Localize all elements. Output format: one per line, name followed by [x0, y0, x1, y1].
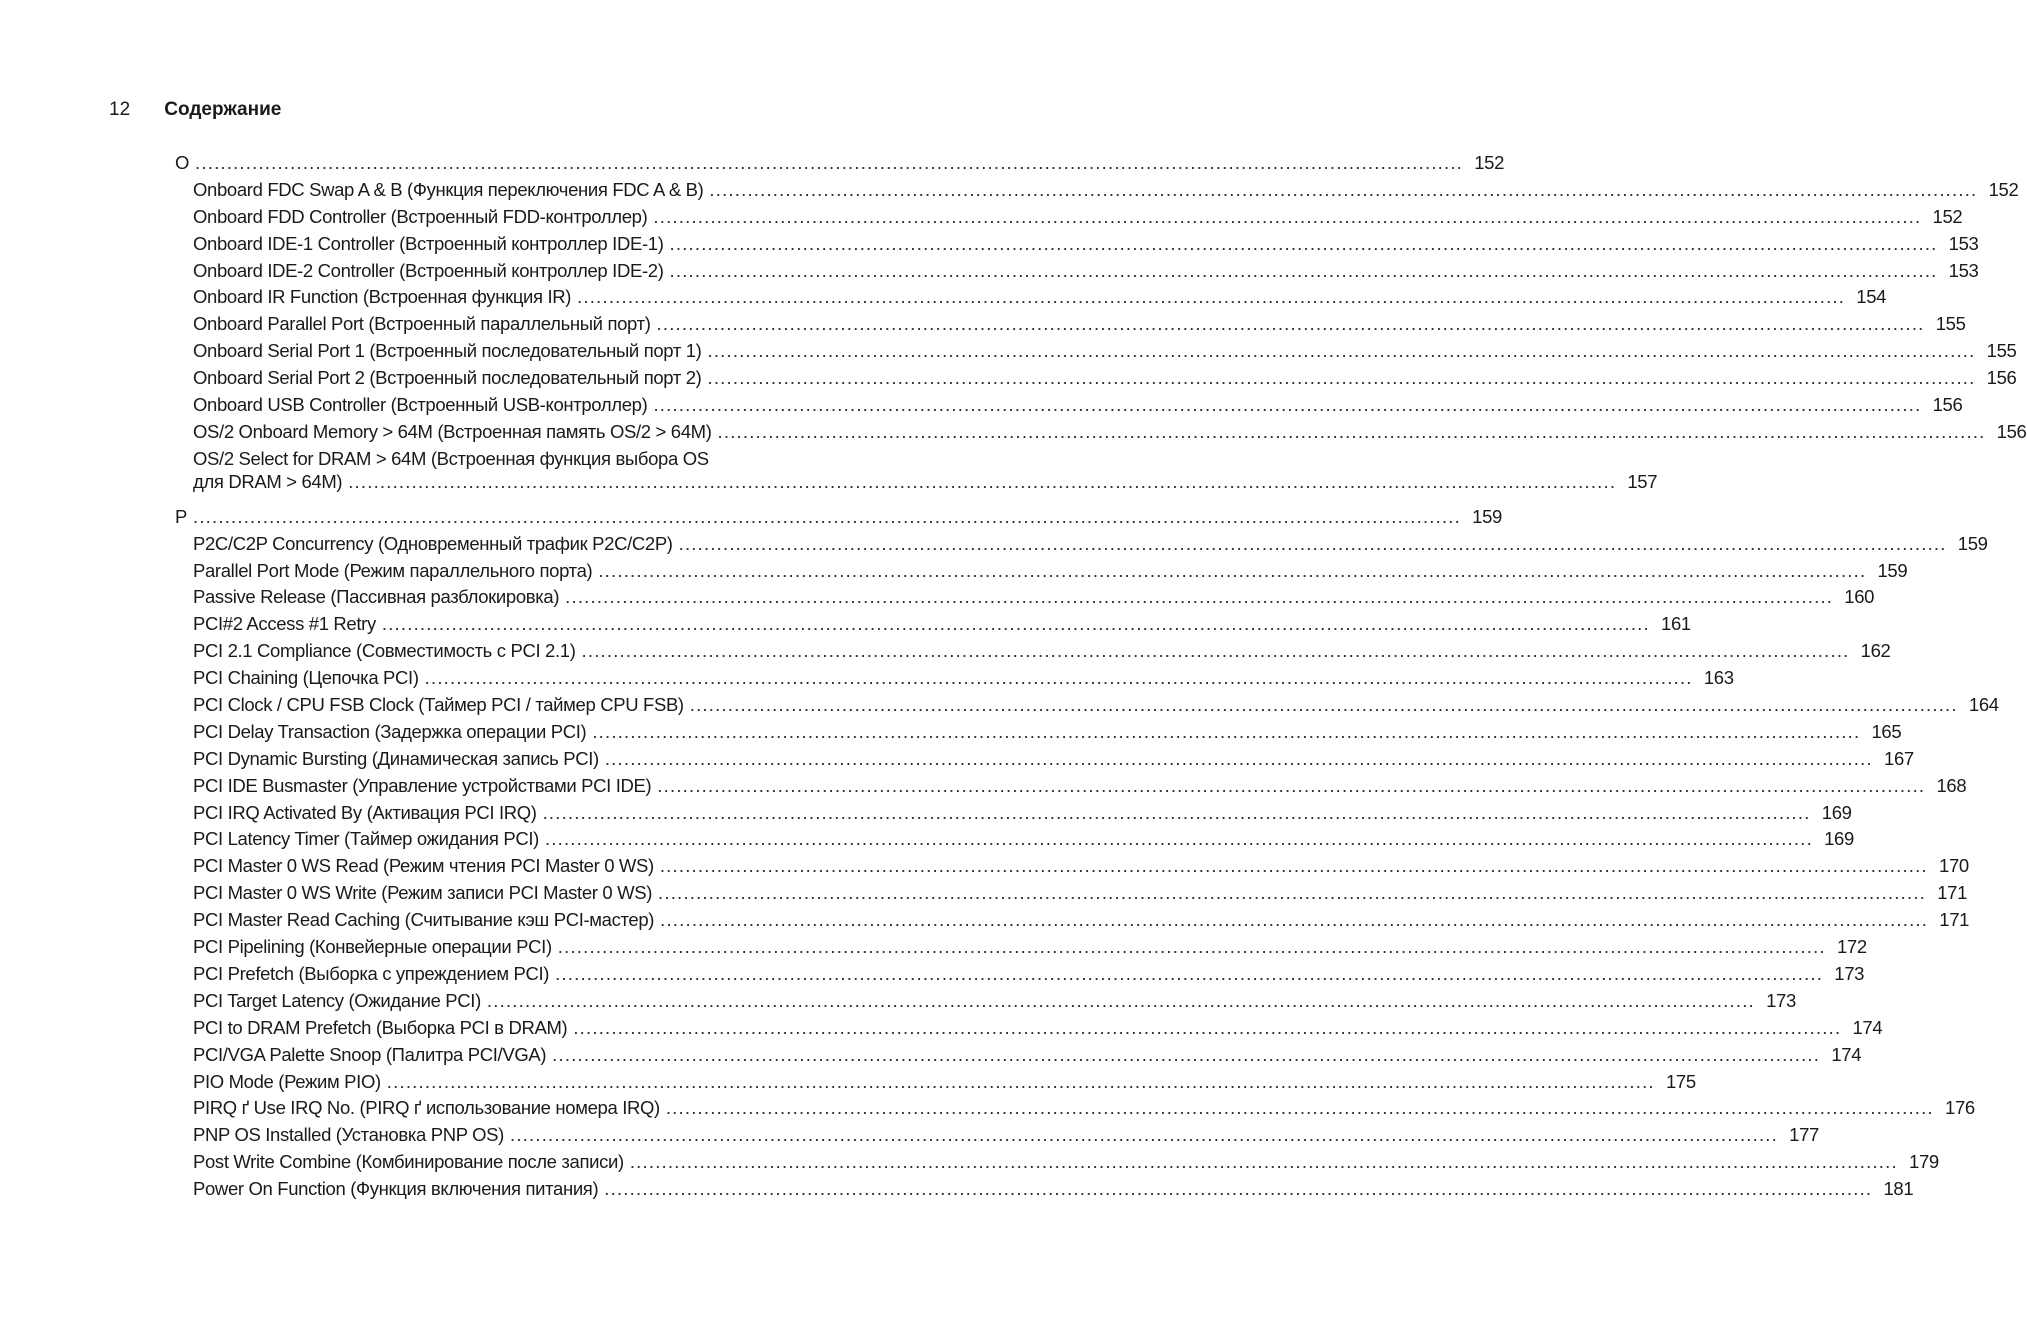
toc-page-number: 173 — [1766, 989, 1796, 1011]
toc-entry — [175, 1149, 1939, 1176]
toc-entry — [175, 853, 1969, 880]
toc-entry-label: Onboard FDC Swap A & B (Функция переключения FDC A & B) — [193, 178, 704, 200]
toc-entry-label: Post Write Combine (Комбинирование после записи) — [193, 1151, 624, 1173]
toc-section-letter: P — [175, 505, 187, 527]
leader-dots — [195, 150, 1463, 177]
toc-page-number: 162 — [1860, 640, 1891, 662]
toc-entry — [175, 880, 1968, 907]
toc-entry-label: PCI Latency Timer (Таймер ожидания PCI) — [193, 828, 539, 850]
toc-entry — [175, 258, 1979, 285]
toc-page-number: 156 — [1996, 420, 2027, 442]
toc-entry — [175, 584, 1875, 611]
toc-entry-label: Onboard IR Function (Встроенная функция IR) — [193, 286, 572, 308]
toc-entry-wrapped-line2 — [175, 470, 1658, 494]
toc-page-number: 160 — [1844, 586, 1875, 608]
toc-entry — [175, 1042, 1862, 1069]
toc-entry — [175, 231, 1979, 258]
toc-page-number: 169 — [1824, 828, 1854, 850]
toc-entry-label: Onboard Serial Port 1 (Встроенный последовательный порт 1) — [193, 340, 702, 362]
toc-entry-label: PCI#2 Access #1 Retry — [193, 613, 376, 635]
toc-page-number: 171 — [1939, 909, 1970, 931]
toc-entry-label: PCI 2.1 Compliance (Совместимость с PCI 2.1) — [193, 640, 576, 662]
toc-page-number: 173 — [1834, 962, 1865, 984]
toc-entry — [175, 692, 1999, 719]
toc-page-number: 159 — [1877, 559, 1908, 581]
toc-entry-label: Onboard Serial Port 2 (Встроенный последовательный порт 2) — [193, 367, 702, 389]
section-gap — [175, 494, 895, 504]
leader-dots — [660, 907, 1928, 934]
leader-dots — [653, 392, 1921, 419]
toc-entry — [175, 558, 1908, 585]
toc-page-number: 155 — [1986, 340, 2017, 362]
toc-entry — [175, 284, 1887, 311]
toc-entry-label: Power On Function (Функция включения питания) — [193, 1178, 599, 1200]
toc-page-number: 152 — [1474, 152, 1505, 173]
toc-entry — [175, 719, 1902, 746]
toc-entry — [175, 1122, 1819, 1149]
leader-dots — [348, 470, 1616, 494]
leader-dots — [604, 1176, 1872, 1203]
toc-page-number: 167 — [1884, 747, 1914, 769]
leader-dots — [543, 800, 1811, 827]
toc-entry — [175, 204, 1963, 231]
toc-entry — [175, 311, 1966, 338]
toc-section-letter: O — [175, 152, 190, 173]
toc-entry-label: PCI Pipelining (Конвейерные операции PCI) — [193, 936, 552, 958]
toc-entry — [175, 365, 2017, 392]
table-of-contents — [175, 150, 2027, 1203]
toc-entry — [175, 934, 1867, 961]
toc-entry — [175, 800, 1852, 827]
toc-entry — [175, 419, 2027, 446]
toc-page-number: 153 — [1948, 259, 1979, 281]
toc-entry — [175, 1095, 1975, 1122]
page-header — [109, 99, 281, 121]
leader-dots — [708, 338, 1976, 365]
toc-entry-wrapped-line1 — [175, 446, 895, 470]
toc-entry-label: PIRQ ґ Use IRQ No. (PIRQ ґ использование номера IRQ) — [193, 1097, 660, 1119]
leader-dots — [425, 665, 1693, 692]
toc-page-number: 172 — [1836, 936, 1867, 958]
toc-entry-label: PIO Mode (Режим PIO) — [193, 1070, 381, 1092]
toc-entry — [175, 611, 1691, 638]
leader-dots — [653, 204, 1921, 231]
leader-dots — [382, 611, 1650, 638]
leader-dots — [708, 365, 1976, 392]
toc-page-number: 176 — [1945, 1097, 1975, 1119]
running-title: Содержание — [164, 99, 282, 120]
toc-entry-label: PCI to DRAM Prefetch (Выборка PCI в DRAM) — [193, 1016, 568, 1038]
toc-entry-label: PCI Delay Transaction (Задержка операции PCI) — [193, 720, 587, 742]
toc-page-number: 159 — [1957, 532, 1988, 554]
toc-page-number: 165 — [1871, 720, 1902, 742]
toc-section-p — [175, 504, 1502, 531]
toc-entry — [175, 531, 1988, 558]
leader-dots — [657, 311, 1925, 338]
leader-dots — [666, 1095, 1934, 1122]
toc-entry — [175, 1015, 1883, 1042]
leader-dots — [630, 1149, 1898, 1176]
leader-dots — [573, 1015, 1841, 1042]
toc-entry-label: OS/2 Onboard Memory > 64M (Встроенная память OS/2 > 64M) — [193, 420, 712, 442]
toc-entry — [175, 1069, 1696, 1096]
leader-dots — [193, 504, 1461, 531]
toc-entry — [175, 961, 1865, 988]
toc-entry-label: Onboard Parallel Port (Встроенный параллельный порт) — [193, 313, 651, 335]
toc-page-number: 152 — [1988, 178, 2019, 200]
toc-entry — [175, 746, 1914, 773]
leader-dots — [555, 961, 1823, 988]
toc-page-number: 153 — [1948, 232, 1979, 254]
toc-page-number: 181 — [1883, 1178, 1914, 1200]
toc-entry-label: OS/2 Select for DRAM > 64M (Встроенная функция выбора OS — [193, 447, 709, 469]
leader-dots — [718, 419, 1986, 446]
leader-dots — [577, 284, 1845, 311]
toc-entry — [175, 988, 1796, 1015]
toc-entry — [175, 1176, 1914, 1203]
toc-page-number: 170 — [1939, 855, 1969, 877]
leader-dots — [690, 692, 1958, 719]
toc-entry-label: PCI Master Read Caching (Считывание кэш PCI-мастер) — [193, 909, 655, 931]
leader-dots — [552, 1042, 1820, 1069]
toc-entry-label: PCI Prefetch (Выборка с упреждением PCI) — [193, 962, 550, 984]
toc-entry — [175, 826, 1854, 853]
toc-entry-label: Onboard IDE-1 Controller (Встроенный контроллер IDE-1) — [193, 232, 664, 254]
page-number: 12 — [109, 99, 131, 120]
toc-entry-label: PCI IDE Busmaster (Управление устройствами PCI IDE) — [193, 774, 652, 796]
toc-page-number: 156 — [1932, 394, 1963, 416]
toc-page-number: 157 — [1627, 470, 1658, 492]
toc-entry — [175, 177, 2019, 204]
toc-page-number: 177 — [1789, 1124, 1819, 1146]
leader-dots — [605, 746, 1873, 773]
leader-dots — [670, 258, 1938, 285]
toc-page-number: 156 — [1986, 367, 2017, 389]
toc-entry-label: Parallel Port Mode (Режим параллельного порта) — [193, 559, 593, 581]
toc-page-number: 171 — [1937, 882, 1968, 904]
toc-page-number: 159 — [1472, 505, 1502, 527]
toc-entry — [175, 638, 1891, 665]
leader-dots — [660, 853, 1928, 880]
toc-section-o-entries — [175, 177, 2027, 494]
toc-page-number: 174 — [1852, 1016, 1883, 1038]
toc-page-number: 169 — [1821, 801, 1852, 823]
toc-entry — [175, 773, 1967, 800]
toc-entry-label: PCI Chaining (Цепочка PCI) — [193, 667, 419, 689]
leader-dots — [582, 638, 1850, 665]
leader-dots — [565, 584, 1833, 611]
toc-page-number: 174 — [1831, 1043, 1862, 1065]
toc-entry — [175, 338, 2017, 365]
leader-dots — [558, 934, 1826, 961]
toc-section-p-entries — [175, 531, 1999, 1203]
toc-page-number: 179 — [1909, 1151, 1939, 1173]
toc-entry-label: PNP OS Installed (Установка PNP OS) — [193, 1124, 504, 1146]
leader-dots — [670, 231, 1938, 258]
toc-entry-label: PCI Master 0 WS Read (Режим чтения PCI Master 0 WS) — [193, 855, 654, 877]
leader-dots — [679, 531, 1947, 558]
toc-entry-label: PCI Master 0 WS Write (Режим записи PCI Master 0 WS) — [193, 882, 653, 904]
toc-page-number: 175 — [1665, 1070, 1696, 1092]
toc-entry — [175, 665, 1734, 692]
toc-entry-label: P2C/C2P Concurrency (Одновременный трафик P2C/C2P) — [193, 532, 673, 554]
leader-dots — [709, 177, 1977, 204]
toc-entry-label: Passive Release (Пассивная разблокировка) — [193, 586, 560, 608]
leader-dots — [487, 988, 1755, 1015]
toc-page-number: 155 — [1935, 313, 1966, 335]
toc-section-o — [175, 150, 1505, 177]
toc-entry-label: Onboard IDE-2 Controller (Встроенный контроллер IDE-2) — [193, 259, 664, 281]
toc-entry-label: PCI IRQ Activated By (Активация PCI IRQ) — [193, 801, 537, 823]
leader-dots — [657, 773, 1925, 800]
leader-dots — [545, 826, 1813, 853]
toc-entry — [175, 392, 1963, 419]
toc-page-number: 164 — [1968, 694, 1999, 716]
toc-entry-label: PCI Clock / CPU FSB Clock (Таймер PCI / таймер CPU FSB) — [193, 694, 684, 716]
toc-page-number: 152 — [1932, 205, 1963, 227]
leader-dots — [658, 880, 1926, 907]
toc-page-number: 154 — [1856, 286, 1887, 308]
toc-entry-label: для DRAM > 64M) — [193, 470, 343, 492]
toc-entry-label: PCI/VGA Palette Snoop (Палитра PCI/VGA) — [193, 1043, 547, 1065]
leader-dots — [510, 1122, 1778, 1149]
leader-dots — [387, 1069, 1655, 1096]
toc-page-number: 163 — [1703, 667, 1734, 689]
leader-dots — [592, 719, 1860, 746]
toc-entry-label: Onboard USB Controller (Встроенный USB-контроллер) — [193, 394, 648, 416]
toc-entry — [175, 907, 1970, 934]
leader-dots — [598, 558, 1866, 585]
toc-page-number: 161 — [1661, 613, 1691, 635]
toc-entry-label: Onboard FDD Controller (Встроенный FDD-контроллер) — [193, 205, 648, 227]
toc-entry-label: PCI Target Latency (Ожидание PCI) — [193, 989, 481, 1011]
toc-entry-label: PCI Dynamic Bursting (Динамическая запись PCI) — [193, 747, 599, 769]
toc-page-number: 168 — [1936, 774, 1967, 796]
